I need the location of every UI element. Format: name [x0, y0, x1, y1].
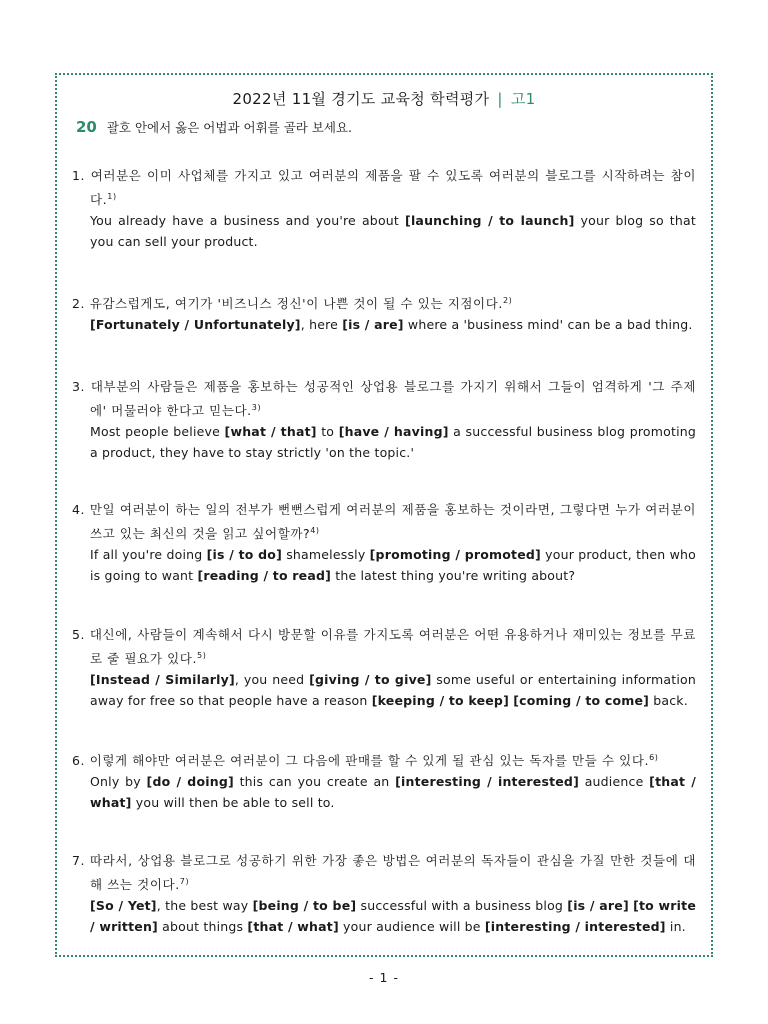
sentence-item-5: [72, 624, 696, 711]
page-title: [0, 88, 768, 109]
sentence-item-1: [72, 165, 696, 252]
question-number: 20: [76, 118, 97, 136]
english-sentence: If all you're doing [is / to do] shamelessly [promoting / promoted] your product, then who is going to want [reading / to read] the latest thing you're writing about?: [90, 547, 696, 584]
grade-label: 고1: [510, 90, 536, 108]
english-sentence: [So / Yet], the best way [being / to be] successful with a business blog [is / are] [to write / written] about things [that / what] your audience will be [interesting / interested] in.: [90, 898, 696, 935]
korean-sentence: 2. 유감스럽게도, 여기가 '비즈니스 정신'이 나쁜 것이 될 수 있는 지점이다.: [72, 296, 503, 312]
english-sentence: Most people believe [what / that] to [have / having] a successful business blog promoting a product, they have to stay strictly 'on the topic.': [90, 424, 696, 461]
title-separator: |: [497, 90, 503, 108]
sentence-item-6: [72, 747, 696, 813]
sentence-item-2: [72, 290, 696, 335]
korean-sentence: 6. 이렇게 해야만 여러분은 여러분이 그 다음에 판매를 할 수 있게 될 관심 있는 독자를 만들 수 있다.: [72, 753, 650, 769]
english-sentence: [Instead / Similarly], you need [giving / to give] some useful or entertaining information away for free so that people have a reason [keeping / to keep] [coming / to come] back.: [90, 672, 696, 709]
sentence-item-3: [72, 376, 696, 463]
footnote-marker: 2): [502, 296, 513, 305]
footnote-marker: 5): [197, 651, 207, 660]
sentence-item-7: [72, 850, 696, 937]
english-sentence: You already have a business and you're about [launching / to launch] your blog so that you can sell your product.: [90, 213, 696, 250]
sentence-item-4: [72, 499, 696, 586]
footnote-marker: 6): [649, 753, 659, 762]
korean-sentence: 3. 대부분의 사람들은 제품을 홍보하는 성공적인 상업용 블로그를 가지기 위해서 그들이 엄격하게 '그 주제에' 머물러야 한다고 믿는다.: [72, 379, 696, 419]
exam-title: 2022년 11월 경기도 교육청 학력평가: [232, 90, 490, 108]
korean-sentence: 4. 만일 여러분이 하는 일의 전부가 뻔뻔스럽게 여러분의 제품을 홍보하는 것이라면, 그렇다면 누가 여러분이 쓰고 있는 최신의 것을 읽고 싶어할까?: [72, 502, 696, 542]
korean-sentence: 5. 대신에, 사람들이 계속해서 다시 방문할 이유를 가지도록 여러분은 어떤 유용하거나 재미있는 정보를 무료로 줄 필요가 있다.: [72, 627, 696, 667]
footnote-marker: 4): [310, 526, 320, 535]
english-sentence: [Fortunately / Unfortunately], here [is / are] where a 'business mind' can be a bad thing.: [90, 317, 693, 333]
footnote-marker: 7): [179, 877, 190, 886]
korean-sentence: 1. 여러분은 이미 사업체를 가지고 있고 여러분의 제품을 팔 수 있도록 여러분의 블로그를 시작하려는 참이다.: [72, 168, 696, 208]
footnote-marker: 1): [107, 192, 117, 201]
instruction-text: 괄호 안에서 옳은 어법과 어휘를 골라 보세요.: [106, 120, 353, 135]
english-sentence: Only by [do / doing] this can you create an [interesting / interested] audience [that / what] you will then be able to sell to.: [90, 774, 696, 811]
korean-sentence: 7. 따라서, 상업용 블로그로 성공하기 위한 가장 좋은 방법은 여러분의 독자들이 관심을 가질 만한 것들에 대해 쓰는 것이다.: [72, 853, 696, 893]
footnote-marker: 3): [251, 403, 262, 412]
question-instruction: [76, 118, 352, 136]
page-number: - 1 -: [369, 970, 399, 985]
